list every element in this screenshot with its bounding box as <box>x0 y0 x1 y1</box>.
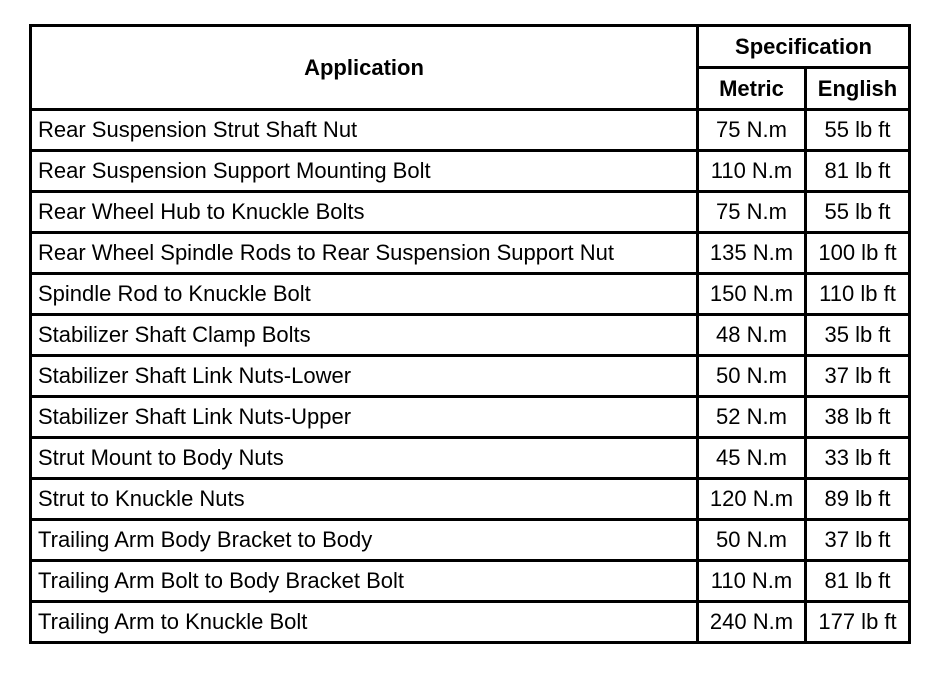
english-cell: 100 lb ft <box>806 233 910 274</box>
metric-cell: 135 N.m <box>698 233 806 274</box>
application-cell: Rear Suspension Strut Shaft Nut <box>31 110 698 151</box>
english-cell: 33 lb ft <box>806 438 910 479</box>
torque-spec-table <box>29 24 911 644</box>
english-cell: 81 lb ft <box>806 151 910 192</box>
table-row <box>31 438 910 479</box>
application-cell: Stabilizer Shaft Link Nuts-Upper <box>31 397 698 438</box>
table-row <box>31 561 910 602</box>
metric-cell: 240 N.m <box>698 602 806 643</box>
metric-cell: 110 N.m <box>698 151 806 192</box>
metric-cell: 50 N.m <box>698 520 806 561</box>
english-cell: 89 lb ft <box>806 479 910 520</box>
application-cell: Trailing Arm Body Bracket to Body <box>31 520 698 561</box>
english-cell: 55 lb ft <box>806 192 910 233</box>
table-row <box>31 602 910 643</box>
header-english: English <box>806 68 910 110</box>
header-metric: Metric <box>698 68 806 110</box>
table-body <box>31 110 910 643</box>
application-cell: Spindle Rod to Knuckle Bolt <box>31 274 698 315</box>
english-cell: 38 lb ft <box>806 397 910 438</box>
table-row <box>31 233 910 274</box>
table-row <box>31 520 910 561</box>
table-header <box>31 26 910 110</box>
english-cell: 35 lb ft <box>806 315 910 356</box>
table-row <box>31 274 910 315</box>
application-cell: Stabilizer Shaft Clamp Bolts <box>31 315 698 356</box>
metric-cell: 75 N.m <box>698 192 806 233</box>
table-row <box>31 110 910 151</box>
english-cell: 37 lb ft <box>806 520 910 561</box>
application-cell: Trailing Arm Bolt to Body Bracket Bolt <box>31 561 698 602</box>
metric-cell: 75 N.m <box>698 110 806 151</box>
application-cell: Rear Wheel Spindle Rods to Rear Suspension Support Nut <box>31 233 698 274</box>
application-cell: Rear Wheel Hub to Knuckle Bolts <box>31 192 698 233</box>
table-row <box>31 356 910 397</box>
english-cell: 110 lb ft <box>806 274 910 315</box>
metric-cell: 45 N.m <box>698 438 806 479</box>
metric-cell: 52 N.m <box>698 397 806 438</box>
application-cell: Strut Mount to Body Nuts <box>31 438 698 479</box>
english-cell: 37 lb ft <box>806 356 910 397</box>
application-cell: Rear Suspension Support Mounting Bolt <box>31 151 698 192</box>
english-cell: 177 lb ft <box>806 602 910 643</box>
table-row <box>31 479 910 520</box>
metric-cell: 50 N.m <box>698 356 806 397</box>
table-row <box>31 397 910 438</box>
application-cell: Strut to Knuckle Nuts <box>31 479 698 520</box>
english-cell: 55 lb ft <box>806 110 910 151</box>
application-cell: Trailing Arm to Knuckle Bolt <box>31 602 698 643</box>
table-row <box>31 192 910 233</box>
metric-cell: 150 N.m <box>698 274 806 315</box>
application-cell: Stabilizer Shaft Link Nuts-Lower <box>31 356 698 397</box>
header-application: Application <box>31 26 698 110</box>
table-row <box>31 151 910 192</box>
header-specification: Specification <box>698 26 910 68</box>
metric-cell: 110 N.m <box>698 561 806 602</box>
english-cell: 81 lb ft <box>806 561 910 602</box>
table-row <box>31 315 910 356</box>
metric-cell: 120 N.m <box>698 479 806 520</box>
metric-cell: 48 N.m <box>698 315 806 356</box>
